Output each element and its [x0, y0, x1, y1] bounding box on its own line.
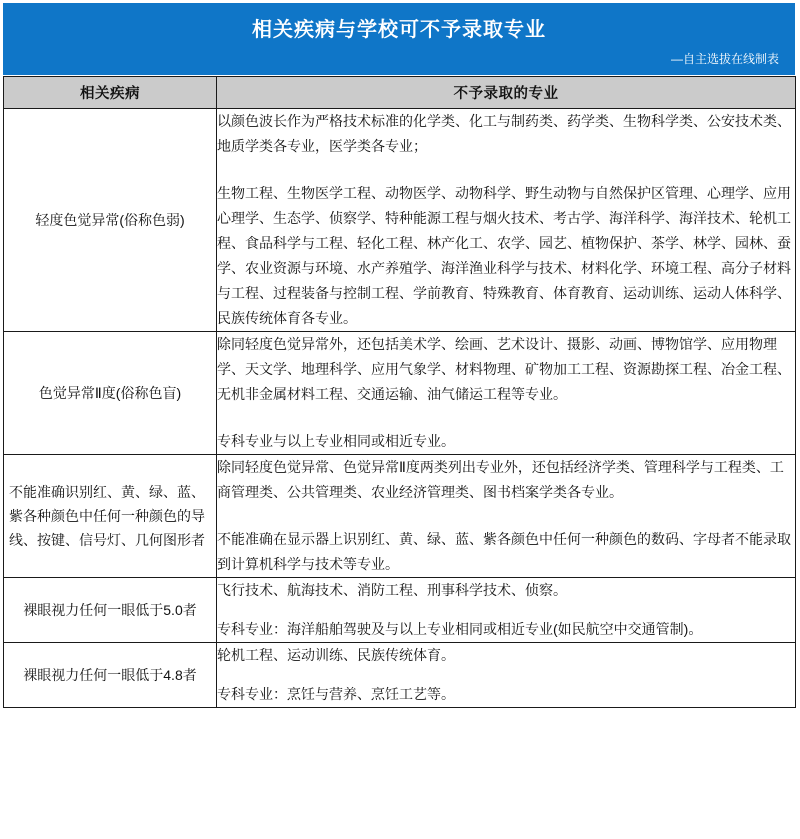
cell-disease: 轻度色觉异常(俗称色弱)	[4, 109, 217, 332]
cell-majors	[217, 643, 796, 708]
table-row	[4, 455, 796, 578]
banner-subtitle: —自主选拔在线制表	[670, 52, 779, 66]
major-paragraph: 专科专业与以上专业相同或相近专业。	[217, 433, 455, 449]
table-row	[4, 332, 796, 455]
disease-major-table	[3, 76, 796, 708]
column-header-majors: 不予录取的专业	[217, 77, 796, 109]
major-paragraph: 以颜色波长作为严格技术标准的化学类、化工与制药类、药学类、生物科学类、公安技术类、地质学类各专业，医学类各专业；	[217, 113, 791, 154]
cell-disease: 色觉异常Ⅱ度(俗称色盲)	[4, 332, 217, 455]
cell-disease: 不能准确识别红、黄、绿、蓝、紫各种颜色中任何一种颜色的导线、按键、信号灯、几何图形者	[4, 455, 217, 578]
title-banner	[3, 3, 795, 75]
table-header-row	[4, 77, 796, 109]
major-paragraph: 专科专业：烹饪与营养、烹饪工艺等。	[217, 686, 455, 702]
major-paragraph: 轮机工程、运动训练、民族传统体育。	[217, 647, 455, 663]
major-paragraph: 生物工程、生物医学工程、动物医学、动物科学、野生动物与自然保护区管理、心理学、应用心理学、生态学、侦察学、特种能源工程与烟火技术、考古学、海洋科学、海洋技术、轮机工程、食品科学与工程、轻化工程、林产化工、农学、园艺、植物保护、茶学、林学、园林、蚕学、农业资源与环境、水产养殖学、海洋渔业科学与技术、材料化学、环境工程、高分子材料与工程、过程装备与控制工程、学前教育、特殊教育、体育教育、运动训练、运动人体科学、民族传统体育各专业。	[217, 185, 791, 326]
page-title: 相关疾病与学校可不予录取专业	[252, 19, 546, 41]
major-paragraph: 飞行技术、航海技术、消防工程、刑事科学技术、侦察。	[217, 582, 567, 598]
major-paragraph: 除同轻度色觉异常外，还包括美术学、绘画、艺术设计、摄影、动画、博物馆学、应用物理学、天文学、地理科学、应用气象学、材料物理、矿物加工工程、资源勘探工程、冶金工程、无机非金属材料工程、交通运输、油气储运工程等专业。	[217, 336, 791, 402]
column-header-disease: 相关疾病	[4, 77, 217, 109]
table-row	[4, 643, 796, 708]
major-paragraph: 除同轻度色觉异常、色觉异常Ⅱ度两类列出专业外，还包括经济学类、管理科学与工程类、工商管理类、公共管理类、农业经济管理类、图书档案学类各专业。	[217, 459, 784, 500]
cell-majors	[217, 455, 796, 578]
major-paragraph: 专科专业：海洋船舶驾驶及与以上专业相同或相近专业(如民航空中交通管制)。	[217, 621, 703, 637]
cell-majors	[217, 109, 796, 332]
major-paragraph: 不能准确在显示器上识别红、黄、绿、蓝、紫各颜色中任何一种颜色的数码、字母者不能录取到计算机科学与技术等专业。	[217, 531, 791, 572]
table-row	[4, 578, 796, 643]
cell-majors	[217, 332, 796, 455]
cell-disease: 裸眼视力任何一眼低于5.0者	[4, 578, 217, 643]
cell-disease: 裸眼视力任何一眼低于4.8者	[4, 643, 217, 708]
table-row	[4, 109, 796, 332]
cell-majors	[217, 578, 796, 643]
